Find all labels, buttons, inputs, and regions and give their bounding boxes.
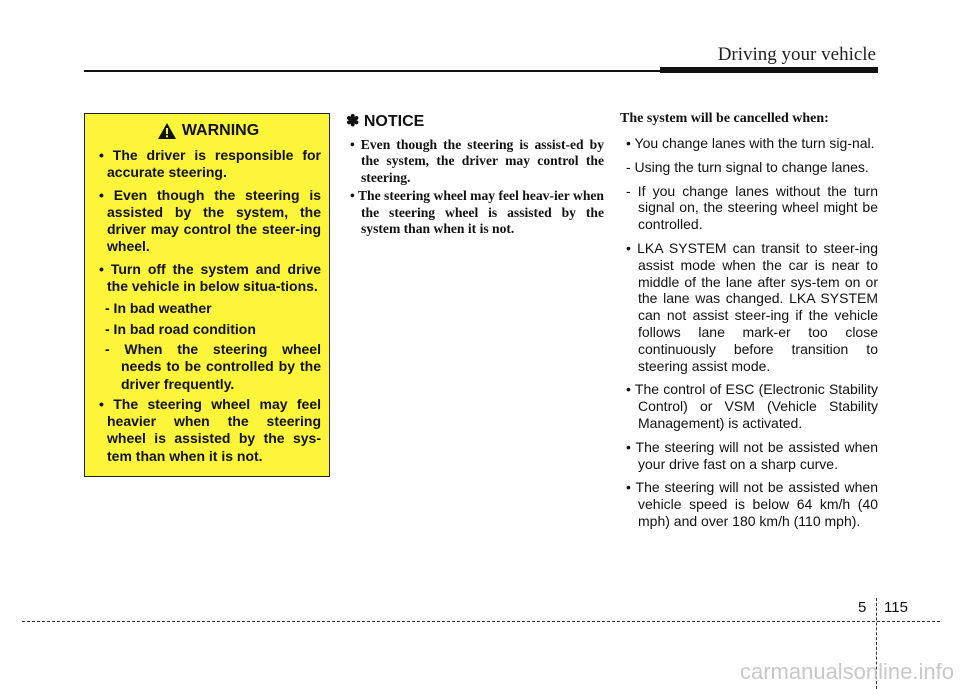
- cancel-item: • You change lanes with the turn sig-nal.: [626, 135, 875, 151]
- notice-item: • The steering wheel may feel heav-ier when the steering wheel is assisted by the system than when it is not.: [350, 188, 604, 237]
- chapter-number: 5: [858, 599, 867, 616]
- cancel-item: - If you change lanes without the turn signal on, the steering wheel might be controlled.: [626, 182, 878, 233]
- warning-item: • The steering wheel may feel heavier when the steering wheel is assisted by the sys-tem than when it is not.: [99, 395, 321, 464]
- footer-rule: [22, 621, 940, 622]
- warning-sub-item: - In bad road condition: [105, 320, 256, 337]
- warning-item: • Even though the steering is assisted by the system, the driver may control the steer-ing wheel.: [99, 186, 321, 255]
- notice-list: [346, 137, 604, 237]
- cancel-item: - Using the turn signal to change lanes.: [626, 158, 869, 175]
- warning-heading: [95, 122, 321, 140]
- warning-sub-item: - When the steering wheel needs to be controlled by the driver frequently.: [105, 340, 321, 392]
- warning-list: [95, 147, 321, 465]
- header-rule-thick: [660, 67, 878, 73]
- cancel-item: • The steering will not be assisted when your drive fast on a sharp curve.: [626, 438, 878, 472]
- cancel-item: • The steering will not be assisted when vehicle speed is below 64 km/h (40 mph) and over 180 km/h (110 mph).: [626, 479, 878, 529]
- page-number: 115: [884, 599, 908, 616]
- watermark: carmanualsonline.info: [739, 659, 954, 684]
- notice-heading: ✽ NOTICE: [346, 113, 425, 130]
- warning-box: [84, 113, 330, 477]
- cancel-heading: The system will be cancelled when:: [620, 111, 829, 126]
- warning-item: • Turn off the system and drive the vehicle in below situa-tions.: [99, 260, 321, 295]
- notice-item: • Even though the steering is assist-ed by the system, the driver may control the steering.: [350, 137, 604, 185]
- cancel-item: • The control of ESC (Electronic Stability Control) or VSM (Vehicle Stability Management) is activated.: [626, 381, 878, 431]
- page-header-title: Driving your vehicle: [717, 44, 876, 65]
- warning-triangle-icon: [157, 122, 177, 140]
- cancel-item: • LKA SYSTEM can transit to steer-ing assist mode when the car is near to middle of the lane after sys-tem on or the lane was changed. LKA SYSTEM can not assist steer-ing if the vehicle follows lane mark-er too close continuously before transition to steering assist mode.: [626, 239, 878, 374]
- notice-section: [346, 111, 604, 239]
- warning-item: • The driver is responsible for accurate steering.: [99, 147, 321, 181]
- warning-sub-item: - In bad weather: [105, 300, 212, 317]
- header-rule: [84, 70, 660, 72]
- cancel-section: [620, 111, 878, 537]
- cancel-list: [620, 135, 878, 530]
- warning-heading-text: WARNING: [181, 122, 260, 139]
